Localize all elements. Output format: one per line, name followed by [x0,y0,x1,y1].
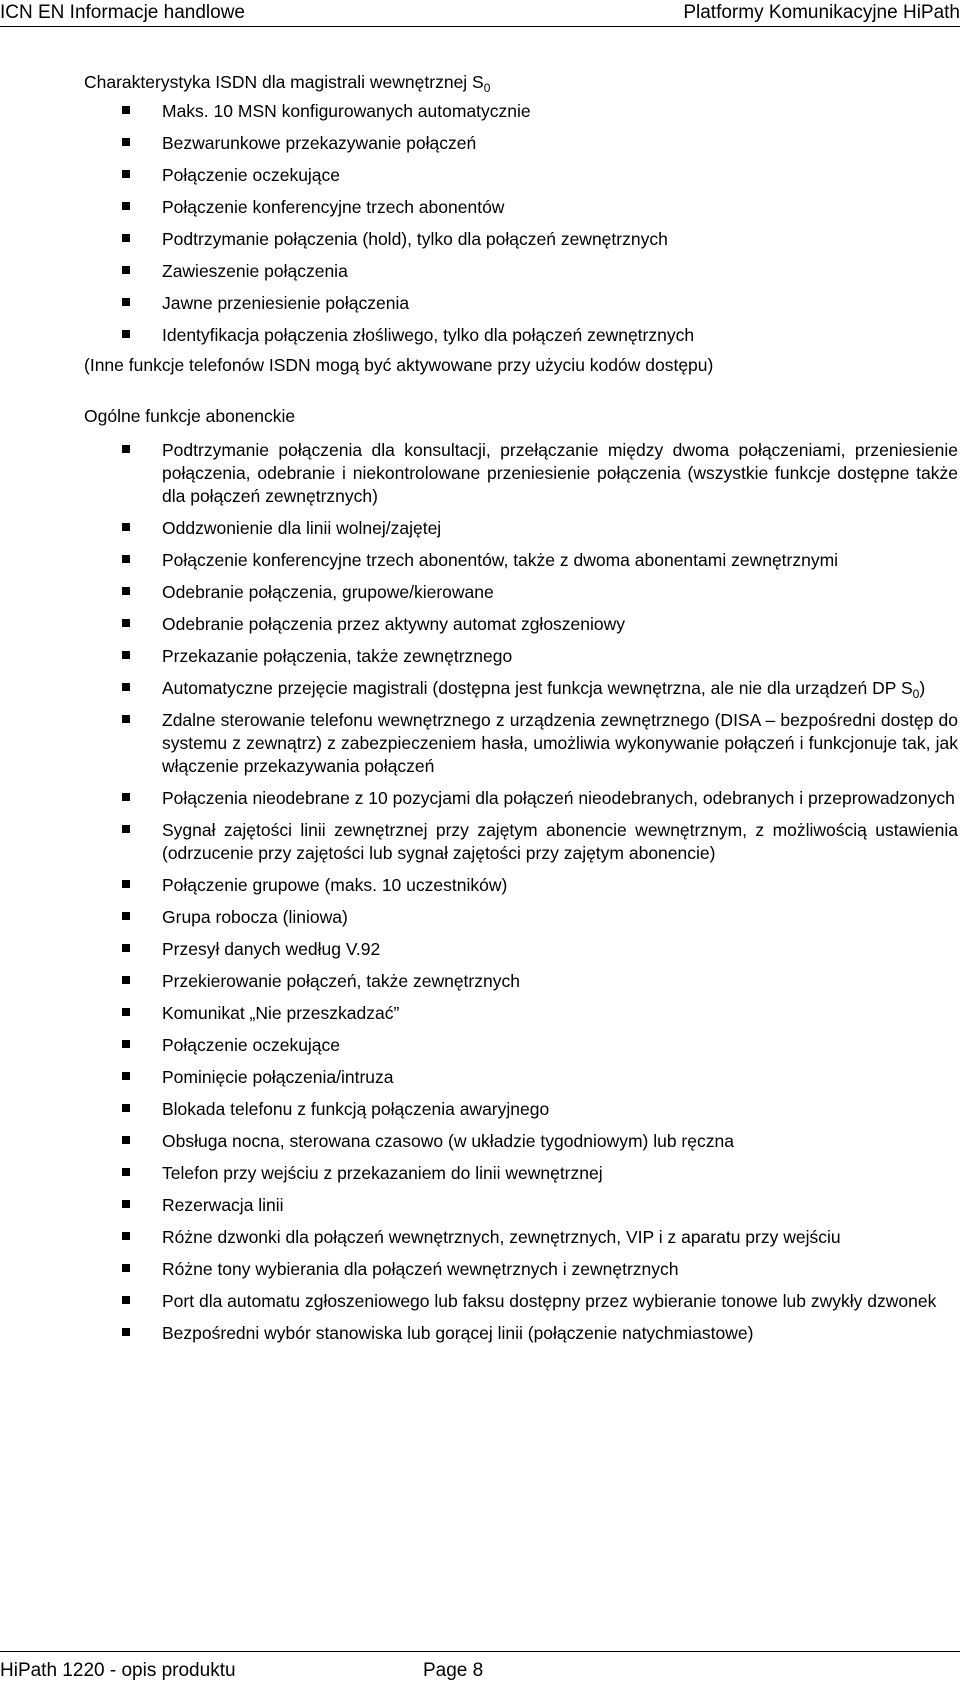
list-item: Maks. 10 MSN konfigurowanych automatycznie [84,100,958,123]
list-item: Blokada telefonu z funkcją połączenia awaryjnego [84,1098,958,1121]
list-item: Sygnał zajętości linii zewnętrznej przy zajętym abonencie wewnętrznym, z możliwością ustawienia (odrzucenie przy zajętości lub sygnał zajętości przy zajętym abonencie) [84,819,958,865]
bullet-icon [122,1008,130,1016]
list-item: Rezerwacja linii [84,1194,958,1217]
list-item: Połączenie oczekujące [84,1034,958,1057]
list-item: Połączenie oczekujące [84,164,958,187]
list-item: Bezpośredni wybór stanowiska lub gorącej linii (połączenie natychmiastowe) [84,1322,958,1345]
bullet-icon [122,1264,130,1272]
bullet-icon [122,555,130,563]
section2-list [84,439,958,1345]
bullet-icon [122,651,130,659]
bullet-icon [122,1072,130,1080]
list-item: Przekazanie połączenia, także zewnętrznego [84,645,958,668]
list-item: Przekierowanie połączeń, także zewnętrznych [84,970,958,993]
bullet-icon [122,523,130,531]
list-item: Przesył danych według V.92 [84,938,958,961]
list-item: Automatyczne przejęcie magistrali (dostępna jest funkcja wewnętrzna, ale nie dla urządzeń DP $S_0$) [84,677,958,700]
bullet-icon [122,445,130,453]
list-item: Zawieszenie połączenia [84,260,958,283]
list-item: Zdalne sterowanie telefonu wewnętrznego z urządzenia zewnętrznego (DISA – bezpośredni dostęp do systemu z zewnątrz) z zabezpieczeniem hasła, umożliwia wykonywanie połączeń i funkcjonuje tak, jak włączenie przekazywania połączeń [84,709,958,778]
bullet-icon [122,234,130,242]
list-item: Bezwarunkowe przekazywanie połączeń [84,132,958,155]
list-item: Obsługa nocna, sterowana czasowo (w układzie tygodniowym) lub ręczna [84,1130,958,1153]
section1-note: (Inne funkcje telefonów ISDN mogą być aktywowane przy użyciu kodów dostępu) [84,355,714,375]
list-item: Jawne przeniesienie połączenia [84,292,958,315]
bullet-icon [122,944,130,952]
list-item: Komunikat „Nie przeszkadzać” [84,1002,958,1025]
bullet-icon [122,715,130,723]
bullet-icon [122,793,130,801]
bullet-icon [122,138,130,146]
bullet-icon [122,330,130,338]
section2-title: Ogólne funkcje abonenckie [84,406,296,426]
list-item: Oddzwonienie dla linii wolnej/zajętej [84,517,958,540]
bullet-icon [122,1136,130,1144]
bullet-icon [122,1328,130,1336]
list-item: Połączenia nieodebrane z 10 pozycjami dla połączeń nieodebranych, odebranych i przeprowadzonych [84,787,958,810]
list-item: Połączenie konferencyjne trzech abonentów [84,196,958,219]
list-item: Różne dzwonki dla połączeń wewnętrznych, zewnętrznych, VIP i z aparatu przy wejściu [84,1226,958,1249]
footer-left-text: HiPath 1220 - opis produktu [0,1660,236,1681]
list-item: Połączenie grupowe (maks. 10 uczestników) [84,874,958,897]
bullet-icon [122,880,130,888]
bullet-icon [122,170,130,178]
bullet-icon [122,106,130,114]
list-item: Połączenie konferencyjne trzech abonentów, także z dwoma abonentami zewnętrznymi [84,549,958,572]
bullet-icon [122,619,130,627]
header-right-text: Platformy Komunikacyjne HiPath [683,2,960,23]
bullet-icon [122,825,130,833]
list-item: Pominięcie połączenia/intruza [84,1066,958,1089]
bullet-icon [122,1296,130,1304]
bullet-icon [122,202,130,210]
bullet-icon [122,683,130,691]
page-content [84,71,958,1354]
list-item: Odebranie połączenia, grupowe/kierowane [84,581,958,604]
bullet-icon [122,298,130,306]
section1-list [84,100,958,347]
list-item: Identyfikacja połączenia złośliwego, tylko dla połączeń zewnętrznych [84,324,958,347]
page-number: Page 8 [423,1660,484,1681]
bullet-icon [122,1232,130,1240]
bullet-icon [122,1040,130,1048]
section1-title: Charakterystyka ISDN dla magistrali wewnętrznej $S_0$ [84,72,491,95]
list-item: Odebranie połączenia przez aktywny automat zgłoszeniowy [84,613,958,636]
bullet-icon [122,976,130,984]
header-left-text: ICN EN Informacje handlowe [0,2,245,23]
list-item: Port dla automatu zgłoszeniowego lub faksu dostępny przez wybieranie tonowe lub zwykły dzwonek [84,1290,958,1313]
list-item: Podtrzymanie połączenia (hold), tylko dla połączeń zewnętrznych [84,228,958,251]
bullet-icon [122,912,130,920]
list-item: Grupa robocza (liniowa) [84,906,958,929]
list-item: Podtrzymanie połączenia dla konsultacji, przełączanie między dwoma połączeniami, przeniesienie połączenia, odebranie i niekontrolowane przeniesienie połączenia (wszystkie funkcje dostępne także dla połączeń zewnętrznych) [84,439,958,508]
bullet-icon [122,266,130,274]
list-item: Różne tony wybierania dla połączeń wewnętrznych i zewnętrznych [84,1258,958,1281]
list-item: Telefon przy wejściu z przekazaniem do linii wewnętrznej [84,1162,958,1185]
page-footer [0,1651,960,1681]
bullet-icon [122,1168,130,1176]
bullet-icon [122,1200,130,1208]
page-header [0,0,960,27]
bullet-icon [122,1104,130,1112]
bullet-icon [122,587,130,595]
